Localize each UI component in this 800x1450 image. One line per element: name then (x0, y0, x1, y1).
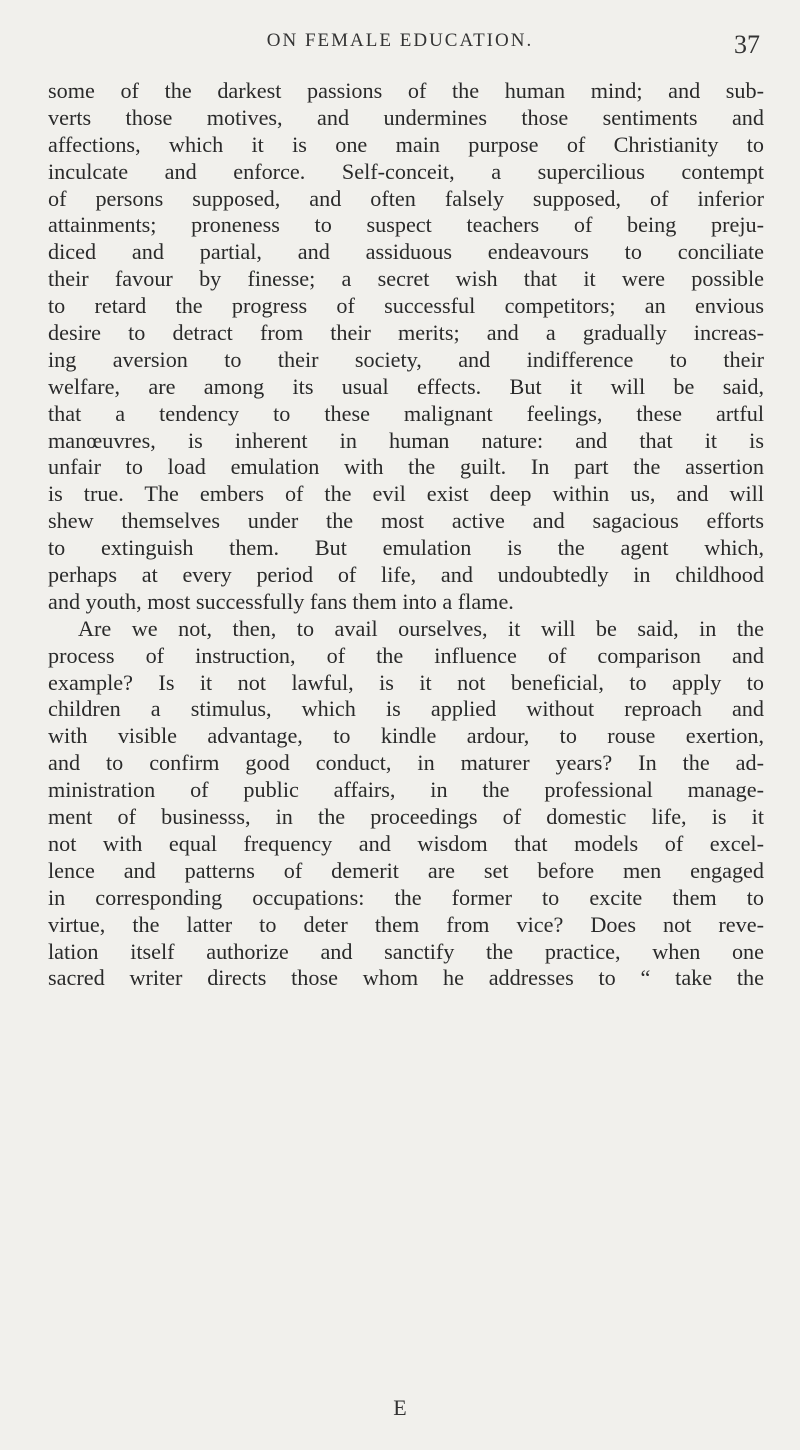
text-line: diced and partial, and assiduous endeavours to conciliate (48, 239, 764, 265)
paragraph-end-line: and youth, most successfully fans them into a flame. (48, 588, 514, 614)
text-line: is true. The embers of the evil exist deep within us, and will (48, 481, 764, 507)
text-line: ministration of public affairs, in the professional manage- (48, 777, 764, 803)
text-line: perhaps at every period of life, and undoubtedly in childhood (48, 562, 764, 588)
running-head (0, 30, 800, 60)
text-line: in corresponding occupations: the former to excite them to (48, 884, 764, 910)
text-line: not with equal frequency and wisdom that models of excel- (48, 830, 764, 856)
text-line: children a stimulus, which is applied without reproach and (48, 696, 764, 722)
running-title: ON FEMALE EDUCATION. (266, 30, 534, 51)
text-line: unfair to load emulation with the guilt. In part the assertion (48, 454, 764, 480)
text-line: shew themselves under the most active and sagacious efforts (48, 508, 764, 534)
text-line: lation itself authorize and sanctify the practice, when one (48, 938, 764, 964)
text-line: attainments; proneness to suspect teachers of being preju- (48, 212, 764, 238)
text-line: manœuvres, is inherent in human nature: and that it is (48, 427, 764, 453)
signature-mark: E (393, 1395, 407, 1420)
text-line: lence and patterns of demerit are set before men engaged (48, 857, 764, 883)
text-line: desire to detract from their merits; and a gradually increas- (48, 320, 764, 346)
text-line: virtue, the latter to deter them from vice? Does not reve- (48, 911, 764, 937)
text-line: verts those motives, and undermines those sentiments and (48, 104, 764, 130)
text-line: with visible advantage, to kindle ardour, to rouse exertion, (48, 723, 764, 749)
text-line: ment of businesss, in the proceedings of domestic life, is it (48, 804, 764, 830)
paragraph-start-line: Are we not, then, to avail ourselves, it will be said, in the (78, 615, 764, 641)
text-line: and to confirm good conduct, in maturer years? In the ad- (48, 750, 764, 776)
text-line: sacred writer directs those whom he addresses to “ take the (48, 965, 764, 991)
text-line: some of the darkest passions of the human mind; and sub- (48, 78, 764, 103)
text-line: their favour by finesse; a secret wish that it were possible (48, 266, 764, 292)
text-line: ing aversion to their society, and indifference to their (48, 346, 764, 372)
text-line: affections, which it is one main purpose of Christianity to (48, 131, 764, 157)
text-line: welfare, are among its usual effects. But it will be said, (48, 373, 764, 399)
text-line: that a tendency to these malignant feelings, these artful (48, 400, 764, 426)
text-line: of persons supposed, and often falsely supposed, of inferior (48, 185, 764, 211)
text-line: process of instruction, of the influence of comparison and (48, 642, 764, 668)
body-text (48, 78, 764, 992)
text-line: inculcate and enforce. Self-conceit, a supercilious contempt (48, 158, 764, 184)
text-line: to extinguish them. But emulation is the agent which, (48, 535, 764, 561)
text-line: example? Is it not lawful, is it not beneficial, to apply to (48, 669, 764, 695)
page-number: 37 (734, 30, 760, 59)
text-line: to retard the progress of successful competitors; an envious (48, 293, 764, 319)
